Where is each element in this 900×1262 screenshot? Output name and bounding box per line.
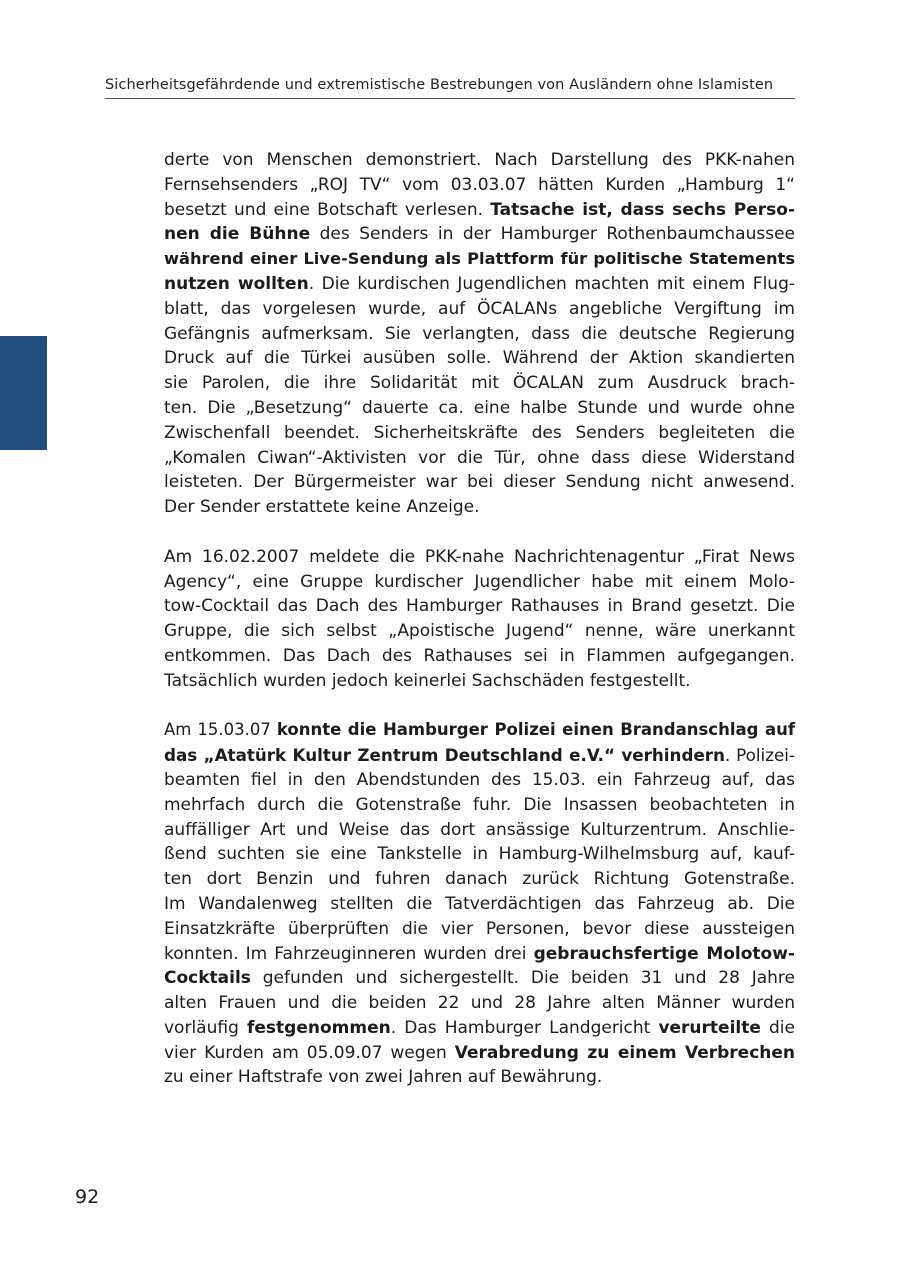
- text-run: ten. Die „Besetzung“ dauerte ca. eine halbe Stunde und wurde ohne: [164, 397, 795, 418]
- text-run: die: [760, 1017, 795, 1038]
- bold-text: Cocktails: [164, 968, 251, 989]
- text-run: mehrfach durch die Gotenstraße fuhr. Die Insassen beobachteten in: [164, 794, 795, 815]
- text-line: [164, 148, 795, 173]
- text-run: leisteten. Der Bürgermeister war bei dieser Sendung nicht anwesend.: [164, 472, 795, 493]
- bold-text: gebrauchsfertige Molotow-: [533, 943, 795, 964]
- text-run: Gefängnis aufmerksam. Sie verlangten, dass die deutsche Regierung: [164, 323, 795, 344]
- text-run: zu einer Haftstrafe von zwei Jahren auf Bewährung.: [164, 1067, 603, 1088]
- text-run: Der Sender erstattete keine Anzeige.: [164, 497, 480, 518]
- body-text: [164, 148, 795, 1090]
- chapter-side-tab: [0, 336, 47, 450]
- text-run: . Die kurdischen Jugendlichen machten mit einem Flug-: [308, 273, 795, 294]
- text-run: entkommen. Das Dach des Rathauses sei in Flammen aufgegangen.: [164, 645, 795, 666]
- text-line: [164, 743, 795, 768]
- text-line: [164, 991, 795, 1016]
- text-run: Am 16.02.2007 meldete die PKK-nahe Nachrichtenagentur „Firat News: [164, 546, 795, 567]
- text-run: Am 15.03.07: [164, 720, 277, 740]
- text-run: Tatsächlich wurden jedoch keinerlei Sachschäden festgestellt.: [164, 670, 691, 691]
- text-line: [164, 718, 795, 743]
- text-run: gefunden und sichergestellt. Die beiden 31 und 28 Jahre: [250, 968, 795, 989]
- text-line: [164, 570, 795, 595]
- text-line: [164, 1065, 795, 1090]
- paragraph-gap: [164, 694, 795, 719]
- text-run: besetzt und eine Botschaft verlesen.: [164, 199, 491, 220]
- bold-text: festgenommen: [247, 1017, 391, 1038]
- paragraph: [164, 545, 795, 694]
- text-run: . Polizei-: [725, 745, 795, 766]
- text-line: [164, 446, 795, 471]
- text-run: auffälliger Art und Weise das dort ansässige Kulturzentrum. Anschlie-: [164, 819, 795, 840]
- text-line: [164, 198, 795, 223]
- text-run: sie Parolen, die ihre Solidarität mit ÖCALAN zum Ausdruck brach-: [164, 373, 795, 394]
- text-line: [164, 842, 795, 867]
- text-run: blatt, das vorgelesen wurde, auf ÖCALANs angebliche Vergiftung im: [164, 298, 795, 319]
- bold-text: Verabredung zu einem Verbrechen: [454, 1042, 796, 1063]
- bold-text: nen die Bühne: [164, 224, 311, 245]
- bold-text: das „Atatürk Kultur Zentrum Deutschland e.V.“ verhindern: [164, 745, 725, 766]
- running-header: Sicherheitsgefährdende und extremistische Bestrebungen von Ausländern ohne Islamisten: [105, 77, 774, 93]
- text-line: [164, 768, 795, 793]
- text-run: . Das Hamburger Landgericht: [390, 1017, 659, 1038]
- text-line: [164, 619, 795, 644]
- text-run: Einsatzkräfte überprüften die vier Personen, bevor diese aussteigen: [164, 918, 795, 939]
- text-line: [164, 346, 795, 371]
- text-line: [164, 322, 795, 347]
- text-line: [164, 892, 795, 917]
- bold-text: verurteilte: [658, 1017, 761, 1038]
- paragraph-gap: [164, 520, 795, 545]
- bold-text: während einer Live-Sendung als Plattform für politische Statements: [164, 249, 795, 269]
- text-run: Im Wandalenweg stellten die Tatverdächtigen das Fahrzeug ab. Die: [164, 893, 795, 914]
- text-run: ten dort Benzin und fuhren danach zurück Richtung Gotenstraße.: [164, 869, 795, 890]
- text-run: ßend suchten sie eine Tankstelle in Hamburg-Wilhelmsburg auf, kauf-: [164, 844, 795, 865]
- text-line: [164, 644, 795, 669]
- text-run: vorläufig: [164, 1017, 247, 1038]
- text-line: [164, 371, 795, 396]
- text-line: [164, 669, 795, 694]
- text-line: [164, 173, 795, 198]
- page-number: 92: [75, 1186, 100, 1208]
- text-line: [164, 272, 795, 297]
- text-run: Gruppe, die sich selbst „Apoistische Jugend“ nenne, wäre unerkannt: [164, 621, 795, 642]
- text-run: Druck auf die Türkei ausüben solle. Während der Aktion skandierten: [164, 348, 795, 369]
- text-line: [164, 966, 795, 991]
- text-line: [164, 867, 795, 892]
- text-line: [164, 545, 795, 570]
- paragraph: [164, 148, 795, 520]
- text-line: [164, 396, 795, 421]
- text-line: [164, 917, 795, 942]
- text-line: [164, 942, 795, 967]
- text-run: tow-Cocktail das Dach des Hamburger Rathauses in Brand gesetzt. Die: [164, 596, 795, 617]
- text-run: Zwischenfall beendet. Sicherheitskräfte des Senders begleiteten die: [164, 422, 795, 443]
- text-run: des Senders in der Hamburger Rothenbaumchaussee: [310, 224, 795, 245]
- text-run: alten Frauen und die beiden 22 und 28 Jahre alten Männer wurden: [164, 993, 795, 1014]
- text-line: [164, 470, 795, 495]
- text-line: [164, 594, 795, 619]
- text-run: vier Kurden am 05.09.07 wegen: [164, 1042, 455, 1063]
- text-line: [164, 247, 795, 272]
- text-line: [164, 222, 795, 247]
- bold-text: konnte die Hamburger Polizei einen Brandanschlag auf: [276, 720, 795, 740]
- text-line: [164, 421, 795, 446]
- text-run: beamten fiel in den Abendstunden des 15.03. ein Fahrzeug auf, das: [164, 769, 795, 790]
- paragraph: [164, 718, 795, 1090]
- text-line: [164, 495, 795, 520]
- text-run: Agency“, eine Gruppe kurdischer Jugendlicher habe mit einem Molo-: [164, 571, 795, 592]
- text-run: „Komalen Ciwan“-Aktivisten vor die Tür, ohne dass diese Widerstand: [164, 447, 795, 468]
- bold-text: Tatsache ist, dass sechs Perso-: [490, 199, 795, 220]
- bold-text: nutzen wollten: [164, 273, 309, 294]
- text-run: derte von Menschen demonstriert. Nach Darstellung des PKK-nahen: [164, 150, 795, 170]
- text-line: [164, 818, 795, 843]
- text-line: [164, 793, 795, 818]
- header-rule: [105, 98, 795, 99]
- text-line: [164, 1041, 795, 1066]
- text-run: Fernsehsenders „ROJ TV“ vom 03.03.07 hätten Kurden „Hamburg 1“: [164, 174, 795, 195]
- text-run: konnten. Im Fahrzeuginneren wurden drei: [164, 943, 534, 964]
- text-line: [164, 297, 795, 322]
- text-line: [164, 1016, 795, 1041]
